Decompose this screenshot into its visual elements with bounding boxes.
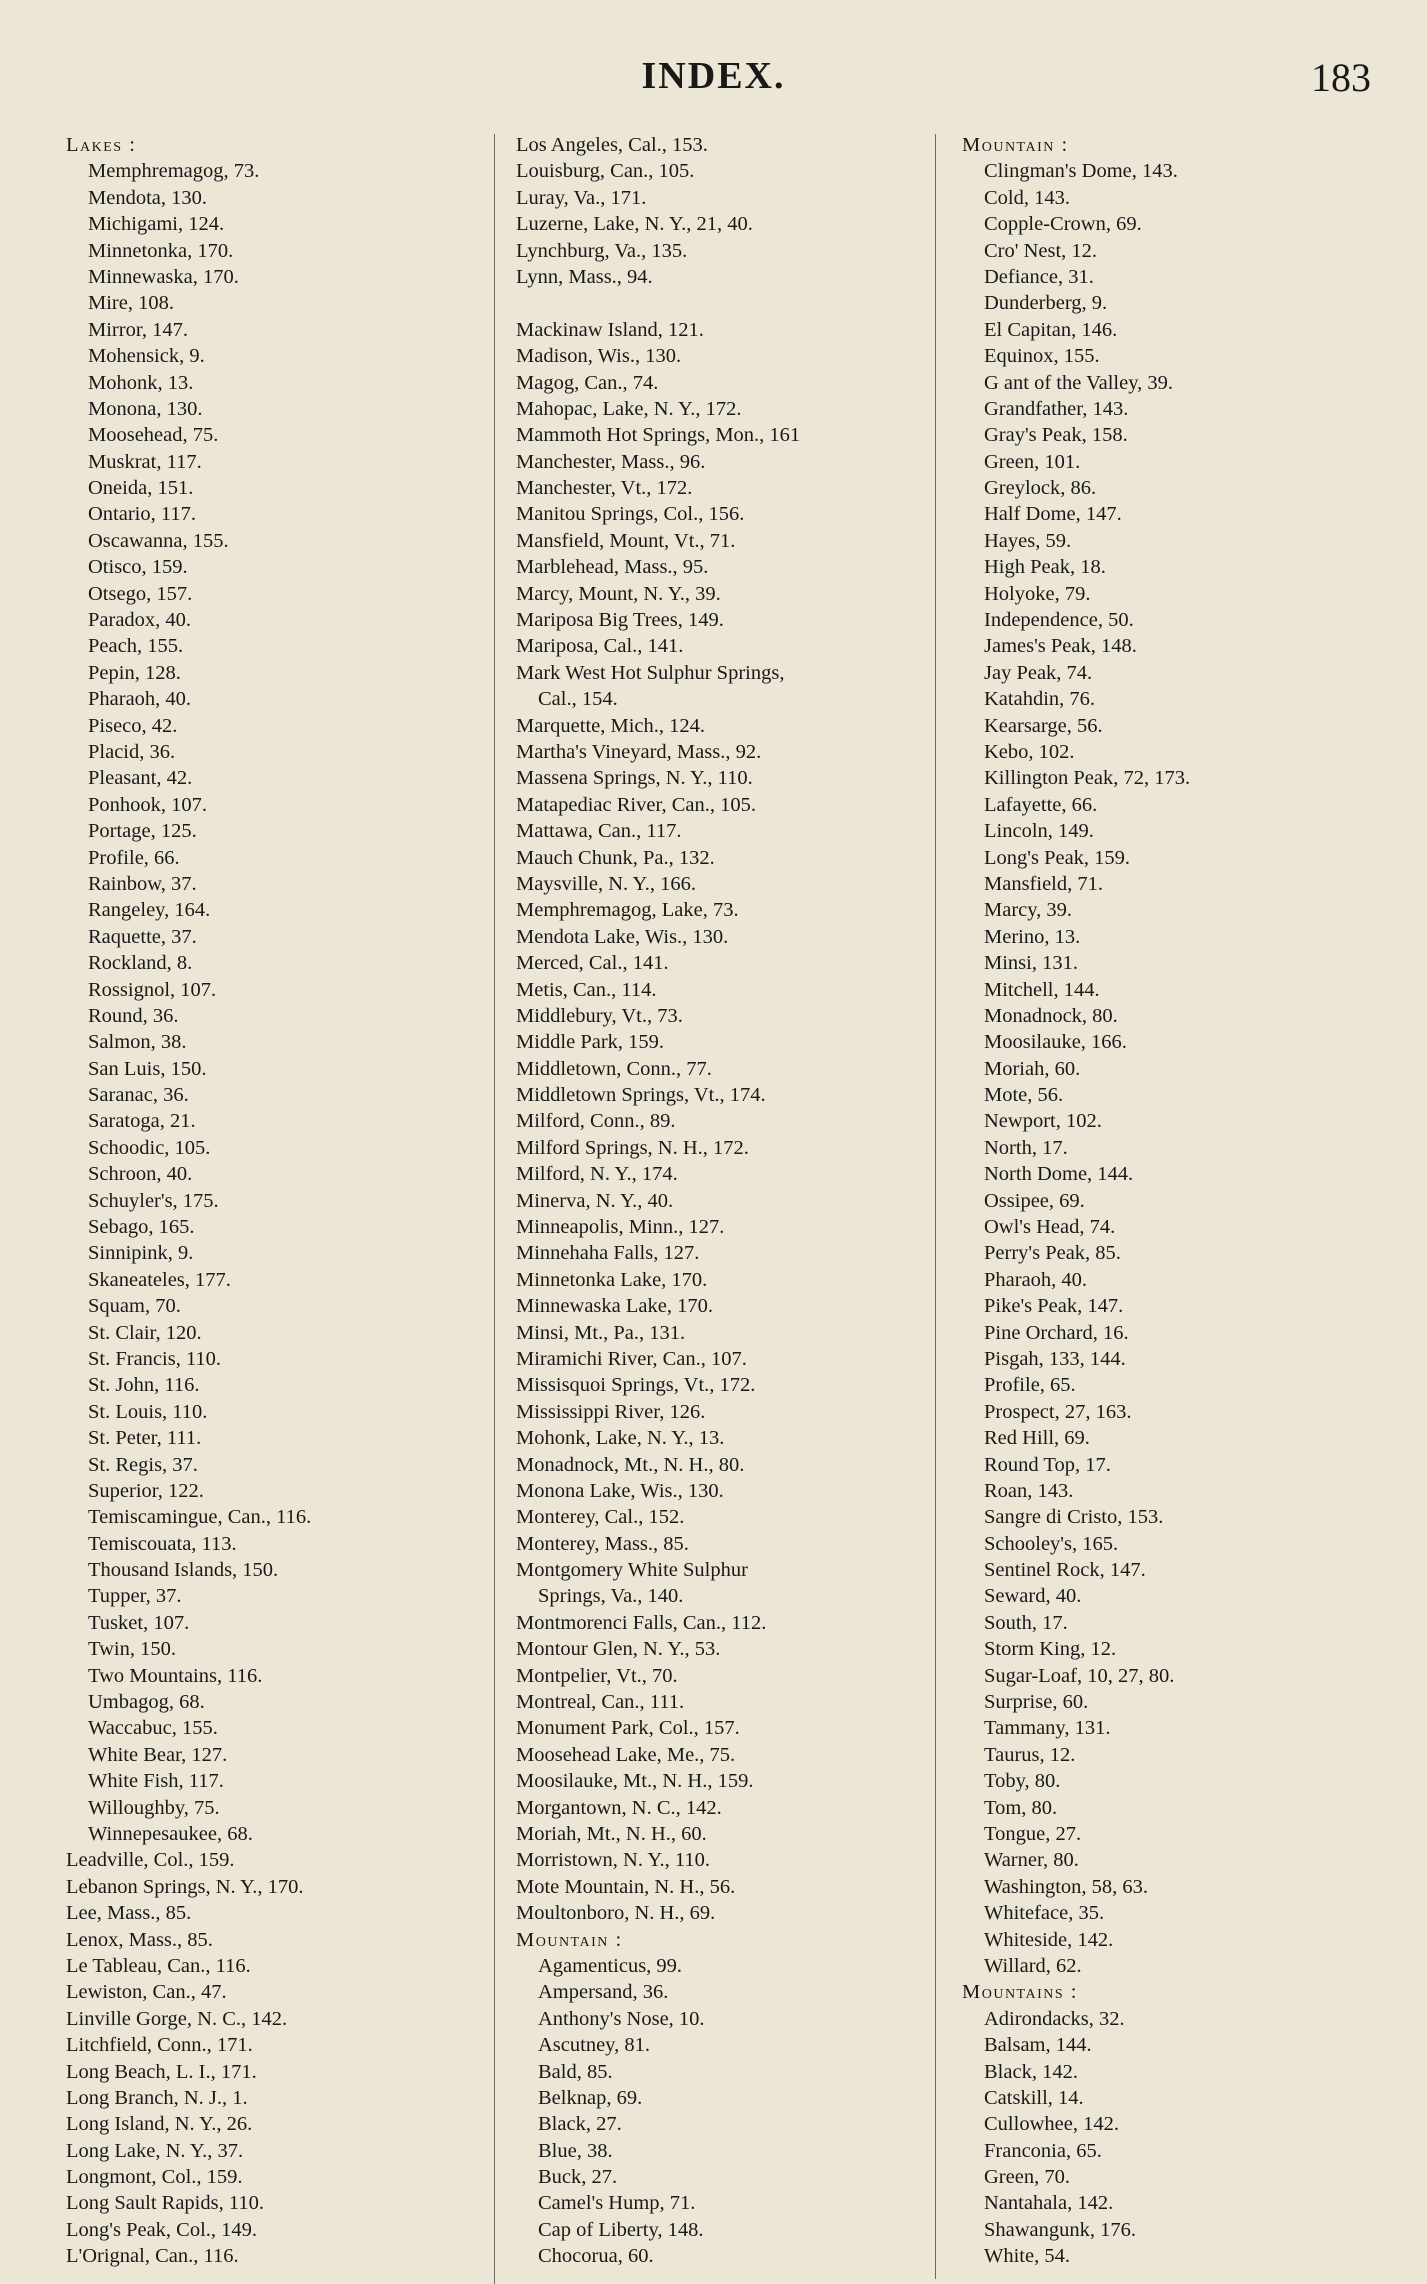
- index-entry: Linville Gorge, N. C., 142.: [66, 2007, 288, 2030]
- index-entry: Roan, 143.: [984, 1479, 1074, 1502]
- index-entry: Equinox, 155.: [984, 345, 1100, 368]
- index-entry: Montour Glen, N. Y., 53.: [516, 1638, 721, 1661]
- index-entry: Agamenticus, 99.: [538, 1954, 683, 1977]
- index-entry: North, 17.: [984, 1136, 1068, 1159]
- index-entry: Manchester, Mass., 96.: [516, 450, 706, 473]
- index-entry: Sentinel Rock, 147.: [984, 1559, 1146, 1582]
- index-entry: Minnehaha Falls, 127.: [516, 1242, 700, 1265]
- index-entry: Rangeley, 164.: [88, 899, 211, 922]
- index-entry: Manchester, Vt., 172.: [516, 477, 693, 500]
- index-entry: Salmon, 38.: [88, 1031, 187, 1054]
- index-entry: St. Francis, 110.: [88, 1347, 222, 1370]
- index-entry: Surprise, 60.: [984, 1691, 1089, 1714]
- index-entry: Mansfield, 71.: [984, 872, 1103, 895]
- index-entry: Minnetonka Lake, 170.: [516, 1268, 708, 1291]
- index-entry: Oneida, 151.: [88, 477, 194, 500]
- index-entry: Sinnipink, 9.: [88, 1242, 194, 1265]
- index-entry: Anthony's Nose, 10.: [538, 2007, 705, 2030]
- index-entry: Pleasant, 42.: [88, 767, 193, 790]
- index-entry: Ontario, 117.: [88, 503, 196, 526]
- index-entry: Tammany, 131.: [984, 1717, 1111, 1740]
- index-entry: High Peak, 18.: [984, 556, 1106, 579]
- index-entry: Morgantown, N. C., 142.: [516, 1796, 722, 1819]
- index-entry: Moosehead Lake, Me., 75.: [516, 1743, 736, 1766]
- index-entry: St. John, 116.: [88, 1374, 200, 1397]
- index-entry: Moosehead, 75.: [88, 424, 219, 447]
- index-entry: Long Island, N. Y., 26.: [66, 2113, 253, 2136]
- index-heading: Lakes :: [66, 134, 137, 156]
- index-entry: Michigami, 124.: [88, 213, 225, 236]
- index-entry: Placid, 36.: [88, 740, 176, 763]
- index-entry: Adirondacks, 32.: [984, 2007, 1125, 2030]
- index-entry: Long Beach, L. I., 171.: [66, 2060, 257, 2083]
- index-entry: Minnetonka, 170.: [88, 239, 234, 262]
- index-entry: Rockland, 8.: [88, 952, 193, 975]
- index-entry: Mauch Chunk, Pa., 132.: [516, 846, 715, 869]
- index-entry: Twin, 150.: [88, 1638, 176, 1661]
- index-entry: Grandfather, 143.: [984, 397, 1129, 420]
- index-entry: Toby, 80.: [984, 1770, 1061, 1793]
- index-entry: Black, 27.: [538, 2113, 622, 2136]
- index-entry: Monument Park, Col., 157.: [516, 1717, 740, 1740]
- index-heading: Mountain :: [962, 134, 1069, 156]
- index-entry: Rainbow, 37.: [88, 872, 197, 895]
- index-entry: Merced, Cal., 141.: [516, 952, 669, 975]
- index-entry: White Fish, 117.: [88, 1770, 224, 1793]
- index-entry: Dunderberg, 9.: [984, 292, 1108, 315]
- index-entry: Black, 142.: [984, 2060, 1078, 2083]
- index-entry: Memphremagog, Lake, 73.: [516, 899, 739, 922]
- index-entry: Belknap, 69.: [538, 2086, 643, 2109]
- index-entry: Whiteface, 35.: [984, 1902, 1105, 1925]
- index-entry: St. Peter, 111.: [88, 1427, 202, 1450]
- index-entry: El Capitan, 146.: [984, 318, 1118, 341]
- index-entry: Pine Orchard, 16.: [984, 1321, 1129, 1344]
- index-entry: Waccabuc, 155.: [88, 1717, 218, 1740]
- index-entry: Green, 70.: [984, 2166, 1070, 2189]
- index-entry: St. Clair, 120.: [88, 1321, 202, 1344]
- index-entry: Franconia, 65.: [984, 2139, 1102, 2162]
- index-entry: Mote Mountain, N. H., 56.: [516, 1875, 736, 1898]
- index-entry: Milford Springs, N. H., 172.: [516, 1136, 749, 1159]
- index-entry: Mississippi River, 126.: [516, 1400, 706, 1423]
- index-entry: Buck, 27.: [538, 2166, 618, 2189]
- index-entry: Umbagog, 68.: [88, 1691, 205, 1714]
- index-entry: Rossignol, 107.: [88, 978, 217, 1001]
- index-entry: Mattawa, Can., 117.: [516, 820, 682, 843]
- index-entry: Portage, 125.: [88, 820, 197, 843]
- index-entry: Two Mountains, 116.: [88, 1664, 263, 1687]
- index-entry: Moosilauke, Mt., N. H., 159.: [516, 1770, 754, 1793]
- index-entry: Hayes, 59.: [984, 529, 1072, 552]
- index-entry: Minerva, N. Y., 40.: [516, 1189, 674, 1212]
- index-entry: Longmont, Col., 159.: [66, 2166, 243, 2189]
- index-entry: Mackinaw Island, 121.: [516, 318, 704, 341]
- index-entry: Mansfield, Mount, Vt., 71.: [516, 529, 736, 552]
- index-entry: Cullowhee, 142.: [984, 2113, 1119, 2136]
- index-entry: Mohonk, 13.: [88, 371, 194, 394]
- index-entry: Saratoga, 21.: [88, 1110, 196, 1133]
- index-entry: Green, 101.: [984, 450, 1081, 473]
- index-entry: Middletown, Conn., 77.: [516, 1057, 712, 1080]
- index-entry: Willard, 62.: [984, 1954, 1082, 1977]
- index-entry: Sugar-Loaf, 10, 27, 80.: [984, 1664, 1175, 1687]
- index-entry: St. Regis, 37.: [88, 1453, 198, 1476]
- index-entry: Round, 36.: [88, 1004, 179, 1027]
- index-entry: Milford, N. Y., 174.: [516, 1163, 678, 1186]
- index-entry: Round Top, 17.: [984, 1453, 1111, 1476]
- index-entry: Middle Park, 159.: [516, 1031, 665, 1054]
- index-entry: Massena Springs, N. Y., 110.: [516, 767, 753, 790]
- index-entry: Cold, 143.: [984, 186, 1070, 209]
- index-entry: Lee, Mass., 85.: [66, 1902, 192, 1925]
- index-entry: St. Louis, 110.: [88, 1400, 208, 1423]
- index-entry: L'Orignal, Can., 116.: [66, 2245, 239, 2268]
- index-entry: Luray, Va., 171.: [516, 186, 647, 209]
- index-entry: Manitou Springs, Col., 156.: [516, 503, 745, 526]
- index-entry: Long's Peak, 159.: [984, 846, 1131, 869]
- index-entry: Lewiston, Can., 47.: [66, 1981, 227, 2004]
- index-entry: Prospect, 27, 163.: [984, 1400, 1132, 1423]
- index-entry: Otisco, 159.: [88, 556, 188, 579]
- index-column-1: [66, 132, 466, 2270]
- index-entry: Le Tableau, Can., 116.: [66, 1954, 251, 1977]
- index-entry: G ant of the Valley, 39.: [984, 371, 1174, 394]
- index-entry: Pisgah, 133, 144.: [984, 1347, 1126, 1370]
- index-entry: Mirror, 147.: [88, 318, 188, 341]
- index-entry: Luzerne, Lake, N. Y., 21, 40.: [516, 213, 753, 236]
- index-entry: Shawangunk, 176.: [984, 2218, 1137, 2241]
- index-entry: Nantahala, 142.: [984, 2192, 1114, 2215]
- index-entry: North Dome, 144.: [984, 1163, 1134, 1186]
- index-entry: Temiscamingue, Can., 116.: [88, 1506, 312, 1529]
- index-entry: Monterey, Mass., 85.: [516, 1532, 689, 1555]
- index-entry: Moriah, 60.: [984, 1057, 1081, 1080]
- index-entry: Kearsarge, 56.: [984, 714, 1103, 737]
- index-entry: Killington Peak, 72, 173.: [984, 767, 1191, 790]
- index-entry: Pharaoh, 40.: [984, 1268, 1088, 1291]
- index-entry: Morristown, N. Y., 110.: [516, 1849, 710, 1872]
- index-entry: Storm King, 12.: [984, 1638, 1117, 1661]
- index-entry: Lenox, Mass., 85.: [66, 1928, 213, 1951]
- index-entry: Squam, 70.: [88, 1295, 181, 1318]
- index-entry: Long's Peak, Col., 149.: [66, 2218, 258, 2241]
- index-entry: Pharaoh, 40.: [88, 688, 192, 711]
- index-entry: Profile, 66.: [88, 846, 180, 869]
- index-entry: Cap of Liberty, 148.: [538, 2218, 704, 2241]
- index-entry: Cro' Nest, 12.: [984, 239, 1098, 262]
- index-entry: Catskill, 14.: [984, 2086, 1084, 2109]
- index-entry: Lynn, Mass., 94.: [516, 265, 653, 288]
- index-entry: White Bear, 127.: [88, 1743, 228, 1766]
- index-entry: Skaneateles, 177.: [88, 1268, 231, 1291]
- index-entry: Superior, 122.: [88, 1479, 204, 1502]
- index-entry: Greylock, 86.: [984, 477, 1097, 500]
- index-entry: Thousand Islands, 150.: [88, 1559, 279, 1582]
- index-entry: Mohensick, 9.: [88, 345, 205, 368]
- index-entry: Schooley's, 165.: [984, 1532, 1119, 1555]
- index-entry: Holyoke, 79.: [984, 582, 1091, 605]
- index-entry: Katahdin, 76.: [984, 688, 1096, 711]
- index-entry: Matapediac River, Can., 105.: [516, 793, 756, 816]
- index-entry: Minsi, 131.: [984, 952, 1078, 975]
- index-entry: Monona, 130.: [88, 397, 203, 420]
- index-entry: Oscawanna, 155.: [88, 529, 229, 552]
- index-entry: Sangre di Cristo, 153.: [984, 1506, 1164, 1529]
- index-entry: Peach, 155.: [88, 635, 184, 658]
- page-number: 183: [1311, 55, 1371, 100]
- index-entry: Clingman's Dome, 143.: [984, 160, 1178, 183]
- index-entry: Marcy, 39.: [984, 899, 1073, 922]
- column-rule: [494, 134, 495, 2284]
- index-entry: Monadnock, 80.: [984, 1004, 1118, 1027]
- index-entry: Saranac, 36.: [88, 1084, 189, 1107]
- index-entry: Pike's Peak, 147.: [984, 1295, 1124, 1318]
- index-entry: Kebo, 102.: [984, 740, 1075, 763]
- index-entry: Ossipee, 69.: [984, 1189, 1085, 1212]
- index-entry: Tongue, 27.: [984, 1823, 1082, 1845]
- index-entry: Mariposa Big Trees, 149.: [516, 609, 724, 632]
- index-entry: Balsam, 144.: [984, 2034, 1092, 2057]
- index-entry: Jay Peak, 74.: [984, 661, 1093, 684]
- index-entry: Springs, Va., 140.: [538, 1585, 684, 1608]
- index-entry: Newport, 102.: [984, 1110, 1102, 1133]
- index-entry: Los Angeles, Cal., 153.: [516, 134, 708, 156]
- index-entry: Paradox, 40.: [88, 609, 192, 632]
- index-entry: San Luis, 150.: [88, 1057, 207, 1080]
- index-entry: Merino, 13.: [984, 925, 1081, 948]
- index-entry: Blue, 38.: [538, 2139, 613, 2162]
- index-entry: Moosilauke, 166.: [984, 1031, 1127, 1054]
- index-entry: Bald, 85.: [538, 2060, 613, 2083]
- index-entry: Washington, 58, 63.: [984, 1875, 1149, 1898]
- index-entry: Metis, Can., 114.: [516, 978, 657, 1001]
- index-entry: Maysville, N. Y., 166.: [516, 872, 696, 895]
- index-entry: Camel's Hump, 71.: [538, 2192, 696, 2215]
- index-entry: White, 54.: [984, 2245, 1070, 2268]
- index-entry: South, 17.: [984, 1611, 1068, 1634]
- index-entry: Memphremagog, 73.: [88, 160, 260, 183]
- index-entry: Moultonboro, N. H., 69.: [516, 1902, 716, 1925]
- index-entry: Miramichi River, Can., 107.: [516, 1347, 747, 1370]
- index-entry: Lynchburg, Va., 135.: [516, 239, 688, 262]
- index-entry: Piseco, 42.: [88, 714, 178, 737]
- index-entry: Mote, 56.: [984, 1084, 1064, 1107]
- index-entry: Temiscouata, 113.: [88, 1532, 237, 1555]
- index-heading: Mountain :: [516, 1928, 623, 1951]
- index-entry: Chocorua, 60.: [538, 2245, 654, 2268]
- index-entry: Winnepesaukee, 68.: [88, 1823, 253, 1845]
- index-entry: Mariposa, Cal., 141.: [516, 635, 684, 658]
- index-entry: Montgomery White Sulphur: [516, 1559, 748, 1582]
- index-entry: Schuyler's, 175.: [88, 1189, 219, 1212]
- index-entry: Monadnock, Mt., N. H., 80.: [516, 1453, 745, 1476]
- index-entry: Monterey, Cal., 152.: [516, 1506, 685, 1529]
- index-heading: Mountains :: [962, 1981, 1078, 2004]
- page-title: INDEX.: [641, 55, 786, 97]
- index-column-3: [962, 132, 1382, 2270]
- index-entry: Gray's Peak, 158.: [984, 424, 1128, 447]
- index-entry: Mendota Lake, Wis., 130.: [516, 925, 729, 948]
- index-entry: Mohonk, Lake, N. Y., 13.: [516, 1427, 725, 1450]
- index-entry: Independence, 50.: [984, 609, 1134, 632]
- index-entry: Tusket, 107.: [88, 1611, 190, 1634]
- index-entry: Tupper, 37.: [88, 1585, 182, 1608]
- index-entry: Copple-Crown, 69.: [984, 213, 1142, 236]
- index-entry: Sebago, 165.: [88, 1216, 195, 1239]
- index-entry: Schoodic, 105.: [88, 1136, 211, 1159]
- index-entry: Lebanon Springs, N. Y., 170.: [66, 1875, 304, 1898]
- index-spacer: [516, 290, 956, 316]
- index-entry: Marcy, Mount, N. Y., 39.: [516, 582, 721, 605]
- index-entry: Missisquoi Springs, Vt., 172.: [516, 1374, 756, 1397]
- index-entry: Mammoth Hot Springs, Mon., 161: [516, 424, 801, 447]
- index-entry: Willoughby, 75.: [88, 1796, 220, 1819]
- index-entry: Warner, 80.: [984, 1849, 1079, 1872]
- index-entry: Otsego, 157.: [88, 582, 193, 605]
- index-entry: Long Lake, N. Y., 37.: [66, 2139, 244, 2162]
- index-entry: Half Dome, 147.: [984, 503, 1122, 526]
- index-entry: Litchfield, Conn., 171.: [66, 2034, 253, 2057]
- index-entry: Montreal, Can., 111.: [516, 1691, 685, 1714]
- index-entry: Ascutney, 81.: [538, 2034, 650, 2057]
- index-entry: Montpelier, Vt., 70.: [516, 1664, 678, 1687]
- index-entry: Monona Lake, Wis., 130.: [516, 1479, 724, 1502]
- index-entry: Mitchell, 144.: [984, 978, 1100, 1001]
- index-entry: Seward, 40.: [984, 1585, 1082, 1608]
- index-entry: Magog, Can., 74.: [516, 371, 659, 394]
- index-entry: Whiteside, 142.: [984, 1928, 1114, 1951]
- index-entry: Lafayette, 66.: [984, 793, 1098, 816]
- index-entry: Mire, 108.: [88, 292, 174, 315]
- index-entry: Defiance, 31.: [984, 265, 1094, 288]
- index-entry: Profile, 65.: [984, 1374, 1076, 1397]
- index-entry: Mendota, 130.: [88, 186, 207, 209]
- index-entry: James's Peak, 148.: [984, 635, 1137, 658]
- index-entry: Leadville, Col., 159.: [66, 1849, 235, 1872]
- index-entry: Martha's Vineyard, Mass., 92.: [516, 740, 762, 763]
- index-entry: Louisburg, Can., 105.: [516, 160, 695, 183]
- index-entry: Long Sault Rapids, 110.: [66, 2192, 264, 2215]
- index-column-2: [516, 132, 956, 2270]
- index-entry: Taurus, 12.: [984, 1743, 1076, 1766]
- index-entry: Minsi, Mt., Pa., 131.: [516, 1321, 686, 1344]
- index-entry: Moriah, Mt., N. H., 60.: [516, 1823, 707, 1845]
- index-entry: Pepin, 128.: [88, 661, 181, 684]
- index-entry: Milford, Conn., 89.: [516, 1110, 676, 1133]
- index-entry: Cal., 154.: [538, 688, 618, 711]
- index-entry: Montmorenci Falls, Can., 112.: [516, 1611, 767, 1634]
- page-header: [0, 48, 1427, 108]
- index-entry: Mahopac, Lake, N. Y., 172.: [516, 397, 742, 420]
- index-entry: Middlebury, Vt., 73.: [516, 1004, 683, 1027]
- index-entry: Minneapolis, Minn., 127.: [516, 1216, 725, 1239]
- index-entry: Marquette, Mich., 124.: [516, 714, 706, 737]
- index-entry: Long Branch, N. J., 1.: [66, 2086, 248, 2109]
- index-entry: Ampersand, 36.: [538, 1981, 669, 2004]
- index-entry: Tom, 80.: [984, 1796, 1058, 1819]
- index-entry: Lincoln, 149.: [984, 820, 1094, 843]
- index-entry: Mark West Hot Sulphur Springs,: [516, 661, 785, 684]
- index-entry: Perry's Peak, 85.: [984, 1242, 1121, 1265]
- index-entry: Owl's Head, 74.: [984, 1216, 1116, 1239]
- index-entry: Middletown Springs, Vt., 174.: [516, 1084, 766, 1107]
- index-entry: Red Hill, 69.: [984, 1427, 1090, 1450]
- index-entry: Ponhook, 107.: [88, 793, 208, 816]
- index-entry: Raquette, 37.: [88, 925, 197, 948]
- index-entry: Minnewaska, 170.: [88, 265, 239, 288]
- index-entry: Muskrat, 117.: [88, 450, 202, 473]
- index-entry: Minnewaska Lake, 170.: [516, 1295, 713, 1318]
- index-entry: Schroon, 40.: [88, 1163, 193, 1186]
- index-entry: Madison, Wis., 130.: [516, 345, 682, 368]
- index-entry: Marblehead, Mass., 95.: [516, 556, 709, 579]
